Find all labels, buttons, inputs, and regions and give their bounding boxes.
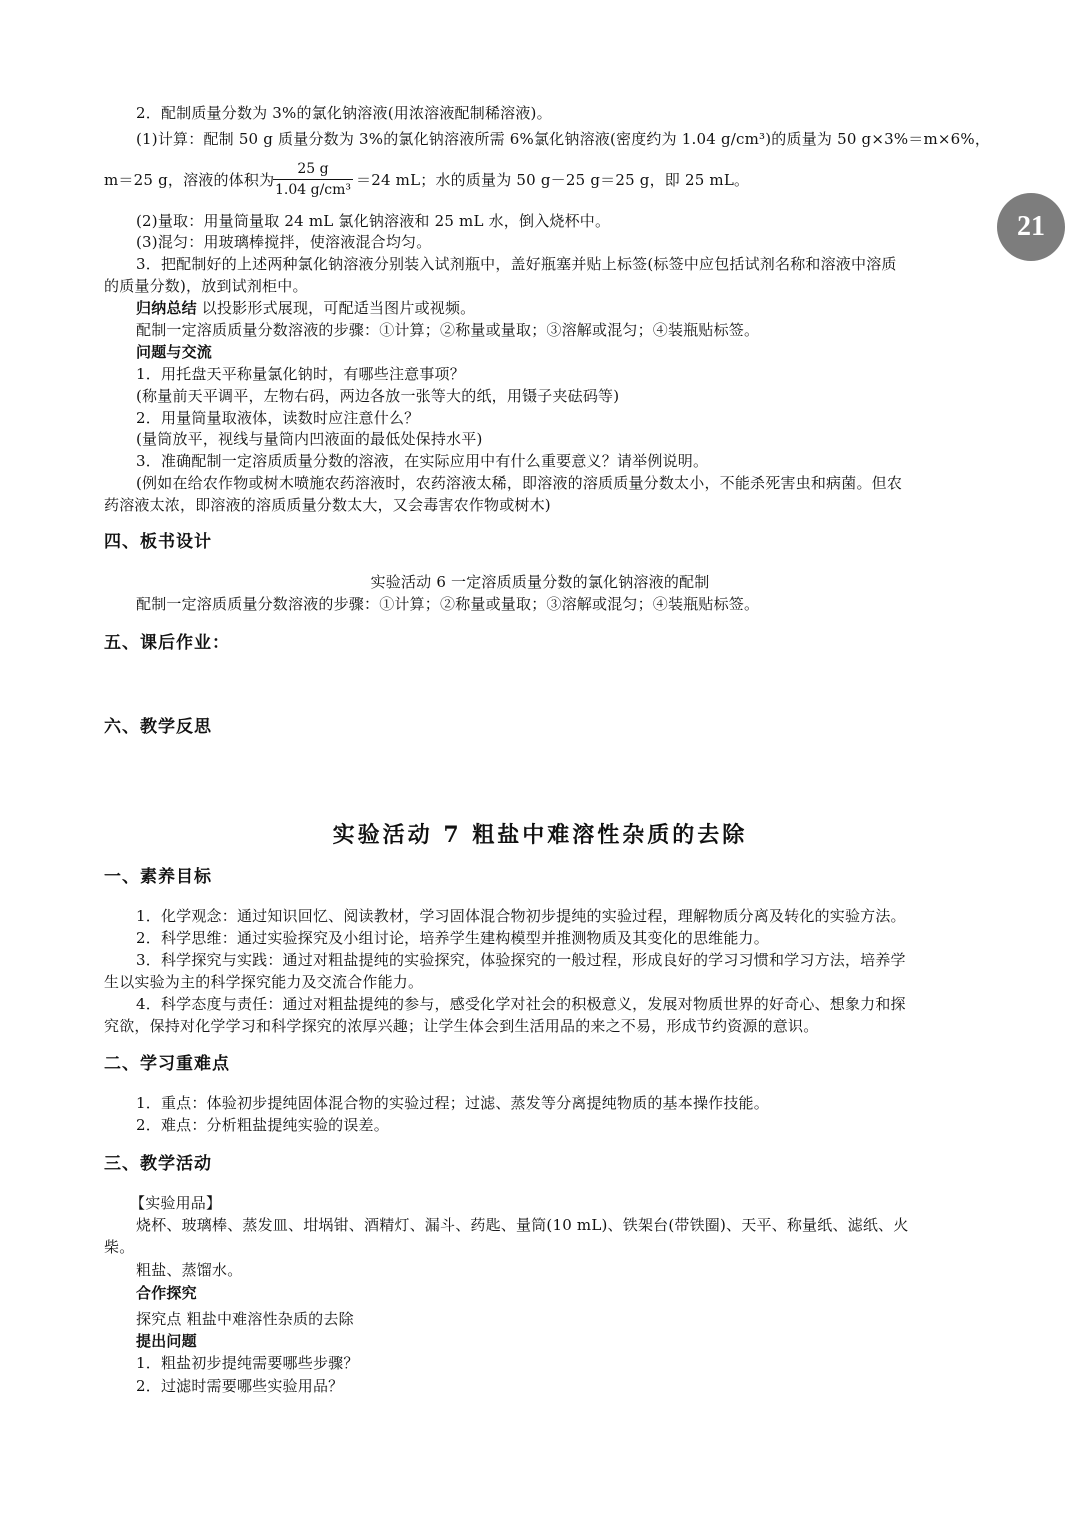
text-line: ＝24 mL；水的质量为 50 g－25 g＝25 g，即 25 mL。 xyxy=(356,171,750,189)
text-line: m＝25 g，溶液的体积为 xyxy=(104,171,275,189)
text-line: 4．科学态度与责任：通过对粗盐提纯的参与，感受化学对社会的积极意义，发展对物质世界的好奇心、想象力和探 xyxy=(136,995,906,1013)
text-line: 2．配制质量分数为 3%的氯化钠溶液(用浓溶液配制稀溶液)。 xyxy=(136,104,552,122)
text-line: 2．科学思维：通过实验探究及小组讨论，培养学生建构模型并推测物质及其变化的思维能力。 xyxy=(136,929,769,947)
text-line: 柴。 xyxy=(104,1238,135,1256)
text-line: 探究点 粗盐中难溶性杂质的去除 xyxy=(136,1310,354,1328)
section-heading: 六、教学反思 xyxy=(104,717,212,737)
text-line: 3．把配制好的上述两种氯化钠溶液分别装入试剂瓶中，盖好瓶塞并贴上标签(标签中应包括试剂名称和溶液中溶质 xyxy=(136,255,897,273)
text-line: 2．难点：分析粗盐提纯实验的误差。 xyxy=(136,1116,389,1134)
text-line: (1)计算：配制 50 g 质量分数为 3%的氯化钠溶液所需 6%氯化钠溶液(密度约为 1.04 g/cm³)的质量为 50 g×3%＝m×6%， xyxy=(136,130,991,148)
question-line: 3．准确配制一定溶质质量分数的溶液，在实际应用中有什么重要意义？请举例说明。 xyxy=(136,452,709,470)
answer-line: (量筒放平，视线与量筒内凹液面的最低处保持水平) xyxy=(136,430,483,448)
section-heading: 二、学习重难点 xyxy=(104,1054,230,1074)
text-line: 生以实验为主的科学探究能力及交流合作能力。 xyxy=(104,973,424,991)
subheading: 提出问题 xyxy=(136,1332,197,1350)
question-line: 1．粗盐初步提纯需要哪些步骤？ xyxy=(136,1354,359,1372)
activity-title: 实验活动 7 粗盐中难溶性杂质的去除 xyxy=(332,822,748,848)
text-line: 的质量分数)，放到试剂柜中。 xyxy=(104,277,308,295)
answer-line: (例如在给农作物或树木喷施农药溶液时，农药溶液太稀，即溶液的溶质质量分数太小，不能杀死害虫和病菌。但农 xyxy=(136,474,903,492)
answer-line: 药溶液太浓，即溶液的溶质质量分数太大，又会毒害农作物或树木) xyxy=(104,496,551,514)
question-line: 1．用托盘天平称量氯化钠时，有哪些注意事项？ xyxy=(136,365,465,383)
summary-line xyxy=(136,298,475,318)
summary-text: 以投影形式展现，可配适当图片或视频。 xyxy=(196,299,476,317)
section-heading: 四、板书设计 xyxy=(104,532,212,552)
text-line: (3)混匀：用玻璃棒搅拌，使溶液混合均匀。 xyxy=(136,233,432,251)
text-line: 【实验用品】 xyxy=(130,1194,222,1212)
answer-line: (称量前天平调平，左物右码，两边各放一张等大的纸，用镊子夹砝码等) xyxy=(136,387,620,405)
page-number-badge: 21 xyxy=(997,193,1065,261)
section-heading: 三、教学活动 xyxy=(104,1154,212,1174)
section-heading: 一、素养目标 xyxy=(104,867,212,887)
text-line: 究欲，保持对化学学习和科学探究的浓厚兴趣；让学生体会到生活用品的来之不易，形成节约资源的意识。 xyxy=(104,1017,819,1035)
text-line: (2)量取：用量筒量取 24 mL 氯化钠溶液和 25 mL 水，倒入烧杯中。 xyxy=(136,212,611,230)
text-line: 1．化学观念：通过知识回忆、阅读教材，学习固体混合物初步提纯的实验过程，理解物质分离及转化的实验方法。 xyxy=(136,907,906,925)
question-line: 2．过滤时需要哪些实验用品？ xyxy=(136,1377,344,1395)
text-line: 1．重点：体验初步提纯固体混合物的实验过程；过滤、蒸发等分离提纯物质的基本操作技能。 xyxy=(136,1094,769,1112)
question-line: 2．用量筒量取液体，读数时应注意什么？ xyxy=(136,409,420,427)
section-heading: 五、课后作业： xyxy=(104,633,230,653)
subheading: 合作探究 xyxy=(136,1284,197,1302)
text-line: 3．科学探究与实践：通过对粗盐提纯的实验探究，体验探究的一般过程，形成良好的学习习惯和学习方法，培养学 xyxy=(136,951,906,969)
text-line: 配制一定溶质质量分数溶液的步骤：①计算；②称量或量取；③溶解或混匀；④装瓶贴标签。 xyxy=(136,321,760,339)
summary-label: 归纳总结 xyxy=(136,299,197,317)
fraction-denominator: 1.04 g/cm³ xyxy=(274,182,352,198)
volume-fraction xyxy=(273,160,353,199)
board-title: 实验活动 6 一定溶质质量分数的氯化钠溶液的配制 xyxy=(370,573,710,591)
fraction-numerator: 25 g xyxy=(273,160,353,180)
board-line: 配制一定溶质质量分数溶液的步骤：①计算；②称量或量取；③溶解或混匀；④装瓶贴标签。 xyxy=(136,595,760,613)
text-line: 烧杯、玻璃棒、蒸发皿、坩埚钳、酒精灯、漏斗、药匙、量筒(10 mL)、铁架台(带铁圈)、天平、称量纸、滤纸、火 xyxy=(136,1216,909,1234)
subheading: 问题与交流 xyxy=(136,343,213,361)
text-line: 粗盐、蒸馏水。 xyxy=(136,1261,243,1279)
